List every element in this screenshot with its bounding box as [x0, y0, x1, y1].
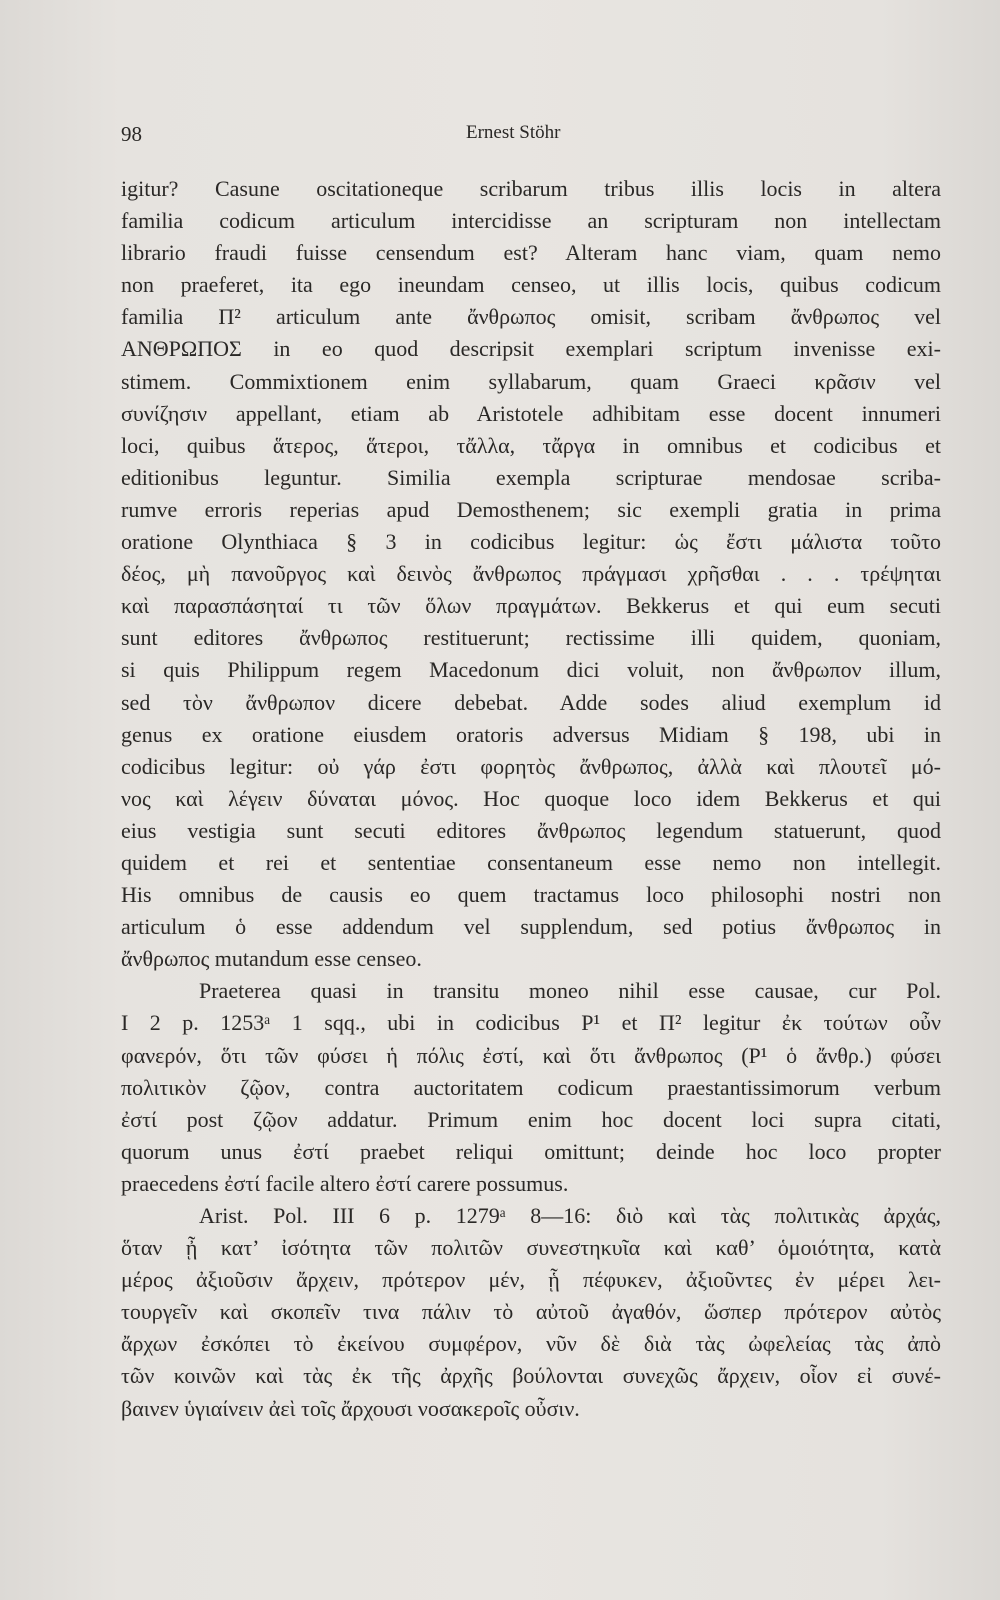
paragraph-end-line: praecedens ἐστί facile altero ἐστί carere possumus. — [121, 1170, 569, 1196]
text-line: His omnibus de causis eo quem tractamus loco philosophi nostri non — [121, 882, 941, 908]
text-line: sed τὸν ἄνθρωπον dicere debebat. Adde sodes aliud exemplum id — [121, 689, 941, 715]
text-line: δέος, μὴ πανοῦργος καὶ δεινὸς ἄνθρωπος πράγμασι χρῆσθαι . . . τρέψηται — [121, 561, 941, 587]
text-line: familia Π² articulum ante ἄνθρωπος omisit, scribam ἄνθρωπος vel — [121, 304, 941, 330]
running-title: Ernest Stöhr — [466, 122, 561, 143]
text-line: μέρος ἀξιοῦσιν ἄρχειν, πρότερον μέν, ᾗ πέφυκεν, ἀξιοῦντες ἐν μέρει λει- — [121, 1267, 941, 1293]
text-line: familia codicum articulum intercidisse an scripturam non intellectam — [121, 208, 941, 234]
text-line: sunt editores ἄνθρωπος restituerunt; rectissime illi quidem, quoniam, — [121, 625, 941, 651]
text-line: non praeferet, ita ego ineundam censeo, ut illis locis, quibus codicum — [121, 272, 941, 298]
text-line: loci, quibus ἅτερος, ἅτεροι, τἄλλα, τἄργα in omnibus et codicibus et — [121, 432, 941, 458]
text-line: eius vestigia sunt secuti editores ἄνθρωπος legendum statuerunt, quod — [121, 817, 941, 843]
text-line: ἐστί post ζῷον addatur. Primum enim hoc docent loci supra citati, — [121, 1106, 941, 1132]
paragraph-end-line: ἄνθρωπος mutandum esse censeo. — [121, 946, 422, 972]
text-line: ΑΝΘΡΩΠΟΣ in eo quod descripsit exemplari scriptum invenisse exi- — [121, 336, 941, 362]
text-line: νος καὶ λέγειν δύναται μόνος. Hoc quoque loco idem Bekkerus et qui — [121, 785, 941, 811]
text-line: I 2 p. 1253ᵃ 1 sqq., ubi in codicibus P¹ et Π² legitur ἐκ τούτων οὖν — [121, 1010, 941, 1036]
paragraph-end-line: βαινεν ὑγιαίνειν ἀεὶ τοῖς ἄρχουσι νοσακεροῖς οὖσιν. — [121, 1395, 580, 1421]
text-line: igitur? Casune oscitationeque scribarum tribus illis locis in altera — [121, 176, 941, 201]
body-text — [121, 173, 941, 1425]
page-number: 98 — [121, 122, 142, 146]
paragraph-start-line: Praeterea quasi in transitu moneo nihil esse causae, cur Pol. — [199, 978, 941, 1004]
text-line: articulum ὁ esse addendum vel supplendum, sed potius ἄνθρωπος in — [121, 914, 941, 940]
text-line: quidem et rei et sententiae consentaneum esse nemo non intellegit. — [121, 849, 941, 875]
paragraph-start-line: Arist. Pol. III 6 p. 1279ᵃ 8—16: διὸ καὶ τὰς πολιτικὰς ἀρχάς, — [199, 1203, 941, 1228]
text-line: quorum unus ἐστί praebet reliqui omittunt; deinde hoc loco propter — [121, 1138, 941, 1164]
text-line: τῶν κοινῶν καὶ τὰς ἐκ τῆς ἀρχῆς βούλονται συνεχῶς ἄρχειν, οἷον εἰ συνέ- — [121, 1363, 941, 1389]
text-line: editionibus leguntur. Similia exempla scripturae mendosae scriba- — [121, 464, 941, 490]
text-line: rumve erroris reperias apud Demosthenem; sic exempli gratia in prima — [121, 496, 941, 522]
text-line: librario fraudi fuisse censendum est? Alteram hanc viam, quam nemo — [121, 240, 941, 266]
text-line: πολιτικὸν ζῷον, contra auctoritatem codicum praestantissimorum verbum — [121, 1074, 941, 1100]
text-line: συνίζησιν appellant, etiam ab Aristotele adhibitam esse docent innumeri — [121, 400, 941, 426]
text-line: τουργεῖν καὶ σκοπεῖν τινα πάλιν τὸ αὐτοῦ ἀγαθόν, ὥσπερ πρότερον αὐτὸς — [121, 1299, 941, 1325]
text-line: stimem. Commixtionem enim syllabarum, quam Graeci κρᾶσιν vel — [121, 368, 941, 394]
text-line: si quis Philippum regem Macedonum dici voluit, non ἄνθρωπον illum, — [121, 657, 941, 683]
text-line: ἄρχων ἐσκόπει τὸ ἐκείνου συμφέρον, νῦν δὲ διὰ τὰς ὠφελείας τὰς ἀπὸ — [121, 1331, 941, 1357]
text-line: genus ex oratione eiusdem oratoris adversus Midiam § 198, ubi in — [121, 721, 941, 747]
text-line: codicibus legitur: οὐ γάρ ἐστι φορητὸς ἄνθρωπος, ἀλλὰ καὶ πλουτεῖ μό- — [121, 753, 941, 779]
text-line: oratione Olynthiaca § 3 in codicibus legitur: ὡς ἔστι μάλιστα τοῦτο — [121, 529, 941, 555]
text-line: φανερόν, ὅτι τῶν φύσει ἡ πόλις ἐστί, καὶ ὅτι ἄνθρωπος (P¹ ὁ ἄνθρ.) φύσει — [121, 1042, 941, 1068]
running-head — [121, 122, 941, 152]
text-line: καὶ παρασπάσηταί τι τῶν ὅλων πραγμάτων. Bekkerus et qui eum secuti — [121, 593, 941, 619]
text-line: ὅταν ᾖ κατ’ ἰσότητα τῶν πολιτῶν συνεστηκυῖα καὶ καθ’ ὁμοιότητα, κατὰ — [121, 1235, 941, 1261]
